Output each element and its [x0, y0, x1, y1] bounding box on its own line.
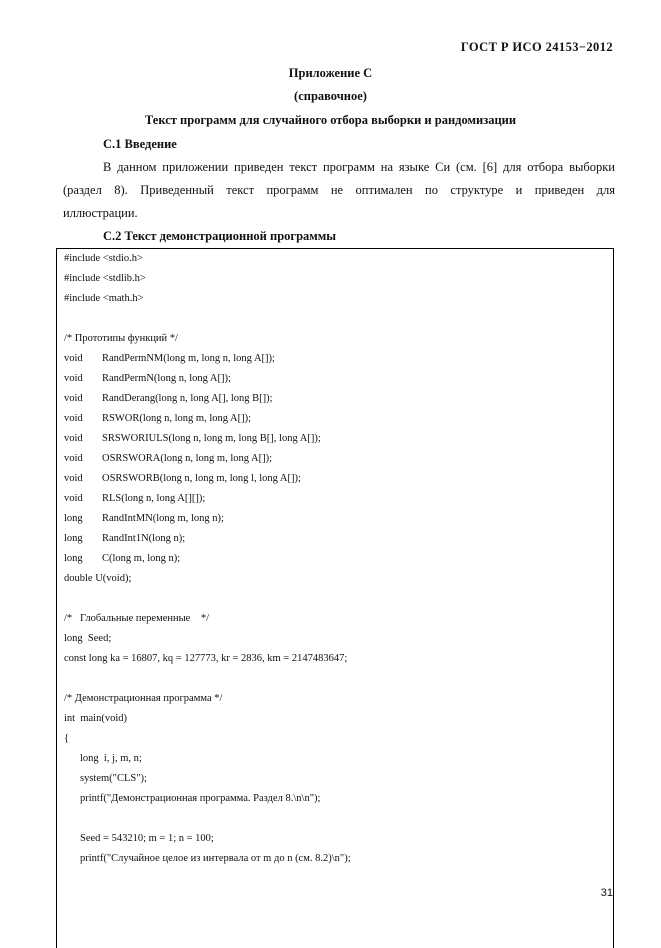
code-line-decl: RandPermNM(long m, long n, long A[]);: [102, 353, 275, 364]
code-line: long Seed;: [64, 633, 112, 644]
section-c1-title: С.1 Введение: [103, 137, 177, 151]
code-comment: /* Демонстрационная программа */: [64, 693, 223, 704]
code-line-decl: RLS(long n, long A[][]);: [102, 493, 206, 504]
section-c1-line3: иллюстрации.: [63, 206, 138, 220]
code-line: printf("Демонстрационная программа. Раздел 8.\n\n");: [80, 793, 321, 804]
appendix-heading: Текст программ для случайного отбора выборки и рандомизации: [144, 113, 517, 127]
code-line: long i, j, m, n;: [80, 753, 142, 764]
code-line-type: void: [64, 433, 83, 444]
code-line: double U(void);: [64, 573, 132, 584]
code-line: printf("Случайное целое из интервала от m до n (см. 8.2)\n");: [80, 853, 351, 864]
code-line: {: [64, 733, 70, 744]
code-line: #include <stdio.h>: [64, 253, 143, 264]
code-listing-box: [56, 248, 614, 948]
code-line: const long ka = 16807, kq = 127773, kr = 2836, km = 2147483647;: [64, 653, 348, 664]
code-line: #include <stdlib.h>: [64, 273, 146, 284]
code-line-decl: RandDerang(long n, long A[], long B[]);: [102, 393, 273, 404]
code-line-type: void: [64, 393, 83, 404]
section-c1-line1: В данном приложении приведен текст программ на языке Си (см. [6] для отбора выборки: [103, 160, 615, 174]
section-c2-title: С.2 Текст демонстрационной программы: [103, 229, 337, 243]
code-line-type: void: [64, 413, 83, 424]
code-line-type: void: [64, 473, 83, 484]
code-line-decl: OSRSWORB(long n, long m, long l, long A[]);: [102, 473, 301, 484]
code-line-type: void: [64, 353, 83, 364]
code-line-decl: OSRSWORA(long n, long m, long A[]);: [102, 453, 273, 464]
section-c1-line2: (раздел 8). Приведенный текст программ не оптимален по структуре и приведен для: [63, 183, 615, 197]
code-line: int main(void): [64, 713, 127, 724]
appendix-type: (справочное): [294, 89, 367, 103]
code-line-type: void: [64, 453, 83, 464]
document-standard-header: ГОСТ Р ИСО 24153−2012: [460, 40, 613, 54]
code-line-type: void: [64, 373, 83, 384]
code-line-decl: C(long m, long n);: [102, 553, 181, 564]
code-line: system("CLS");: [80, 773, 147, 784]
code-line-decl: RandIntMN(long m, long n);: [102, 513, 224, 524]
appendix-title: Приложение С: [288, 66, 373, 80]
code-line-decl: RSWOR(long n, long m, long A[]);: [102, 413, 252, 424]
page-number: 31: [600, 887, 613, 899]
code-line-type: void: [64, 493, 83, 504]
code-line-type: long: [64, 533, 83, 544]
code-comment: /* Прототипы функций */: [64, 333, 178, 344]
code-line-decl: RandPermN(long n, long A[]);: [102, 373, 231, 384]
code-line-type: long: [64, 513, 83, 524]
code-line: Seed = 543210; m = 1; n = 100;: [80, 833, 214, 844]
code-comment: /* Глобальные переменные */: [64, 613, 210, 624]
code-line-type: long: [64, 553, 83, 564]
code-line-decl: SRSWORIULS(long n, long m, long B[], long A[]);: [102, 433, 321, 444]
code-line: #include <math.h>: [64, 293, 144, 304]
code-line-decl: RandInt1N(long n);: [102, 533, 186, 544]
